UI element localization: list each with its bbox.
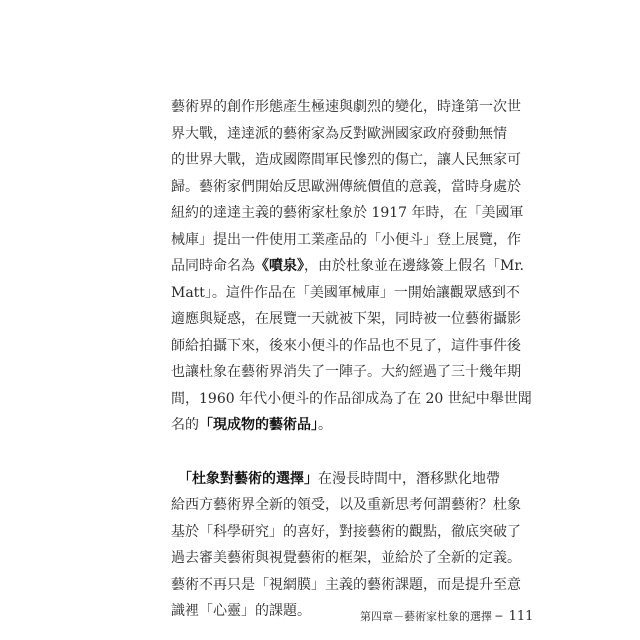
running-head: 第四章－藝術家杜象的選擇 ─: [360, 610, 503, 623]
text-line: [171, 253, 524, 280]
text-line: [171, 94, 521, 121]
text-run: 師給拍攝下來，後來小便斗的作品也不見了，這件事件後: [171, 337, 521, 354]
text-line: [171, 306, 521, 333]
text-run: 紐約的達達主義的藝術家杜象於 1917 年時，在「美國軍: [171, 205, 524, 221]
text-line: [171, 280, 520, 307]
text-line: [171, 359, 521, 386]
text-run: [171, 471, 185, 487]
emphasized-text: 「現成物的藝術品」: [199, 417, 318, 433]
page-footer: [360, 608, 534, 624]
emphasized-text: 《噴泉》: [255, 258, 304, 274]
text-run: 也讓杜象在藝術界消失了一陣子。大約經過了三十幾年期: [171, 364, 521, 380]
text-line: [171, 545, 521, 572]
text-line: [171, 333, 521, 360]
text-run: 藝術不再只是「視網膜」主義的藝術課題，而是提升至意: [171, 576, 521, 593]
text-run: 間，1960 年代小便斗的作品卻成為了在 20 世紀中舉世聞: [171, 390, 532, 407]
text-run: 過去審美藝術與視覺藝術的框架，並給於了全新的定義。: [171, 550, 521, 566]
text-run: 給西方藝術界全新的領受，以及重新思考何謂藝術？杜象: [171, 497, 521, 513]
emphasized-text: 「杜象對藝術的選擇」: [185, 470, 318, 487]
page-number: 111: [508, 609, 534, 624]
text-line: [171, 174, 521, 201]
text-line: [171, 227, 521, 254]
text-line: [171, 412, 489, 439]
text-run: 械庫」提出一件使用工業產品的「小便斗」登上展覽，作: [171, 231, 521, 248]
text-run: 識裡「心靈」的課題。: [171, 603, 311, 619]
text-run: 在漫長時間中，潛移默化地帶: [318, 470, 500, 487]
text-line: [171, 386, 532, 413]
text-run: 基於「科學研究」的喜好，對接藝術的觀點，徹底突破了: [171, 523, 521, 540]
text-line: [171, 492, 521, 519]
text-run: 界大戰，達達派的藝術家為反對歐洲國家政府發動無情: [171, 125, 507, 142]
text-line: [171, 200, 524, 227]
text-run: ，由於杜象並在邊緣簽上假名「Mr.: [304, 258, 524, 274]
text-run: Matt」。這件作品在「美國軍械庫」一開始讓觀眾感到不: [171, 284, 520, 301]
text-run: 藝術界的創作形態產生極速與劇烈的變化，時逢第一次世: [171, 99, 521, 115]
text-run: 的世界大戰，造成國際間軍民慘烈的傷亡，讓人民無家可: [171, 152, 521, 168]
text-line: [171, 466, 500, 493]
text-line: [171, 519, 521, 546]
text-line: [171, 572, 521, 599]
text-run: 。: [318, 417, 332, 433]
text-run: 品同時命名為: [171, 258, 255, 274]
paragraph: [171, 94, 532, 439]
text-run: 適應與疑惑，在展覽一天就被下架，同時被一位藝術攝影: [171, 311, 521, 327]
text-run: 歸。藝術家們開始反思歐洲傳統價值的意義，當時身處於: [171, 178, 521, 195]
text-run: 名的: [171, 417, 199, 433]
text-line: [171, 121, 507, 148]
text-line: [171, 147, 521, 174]
